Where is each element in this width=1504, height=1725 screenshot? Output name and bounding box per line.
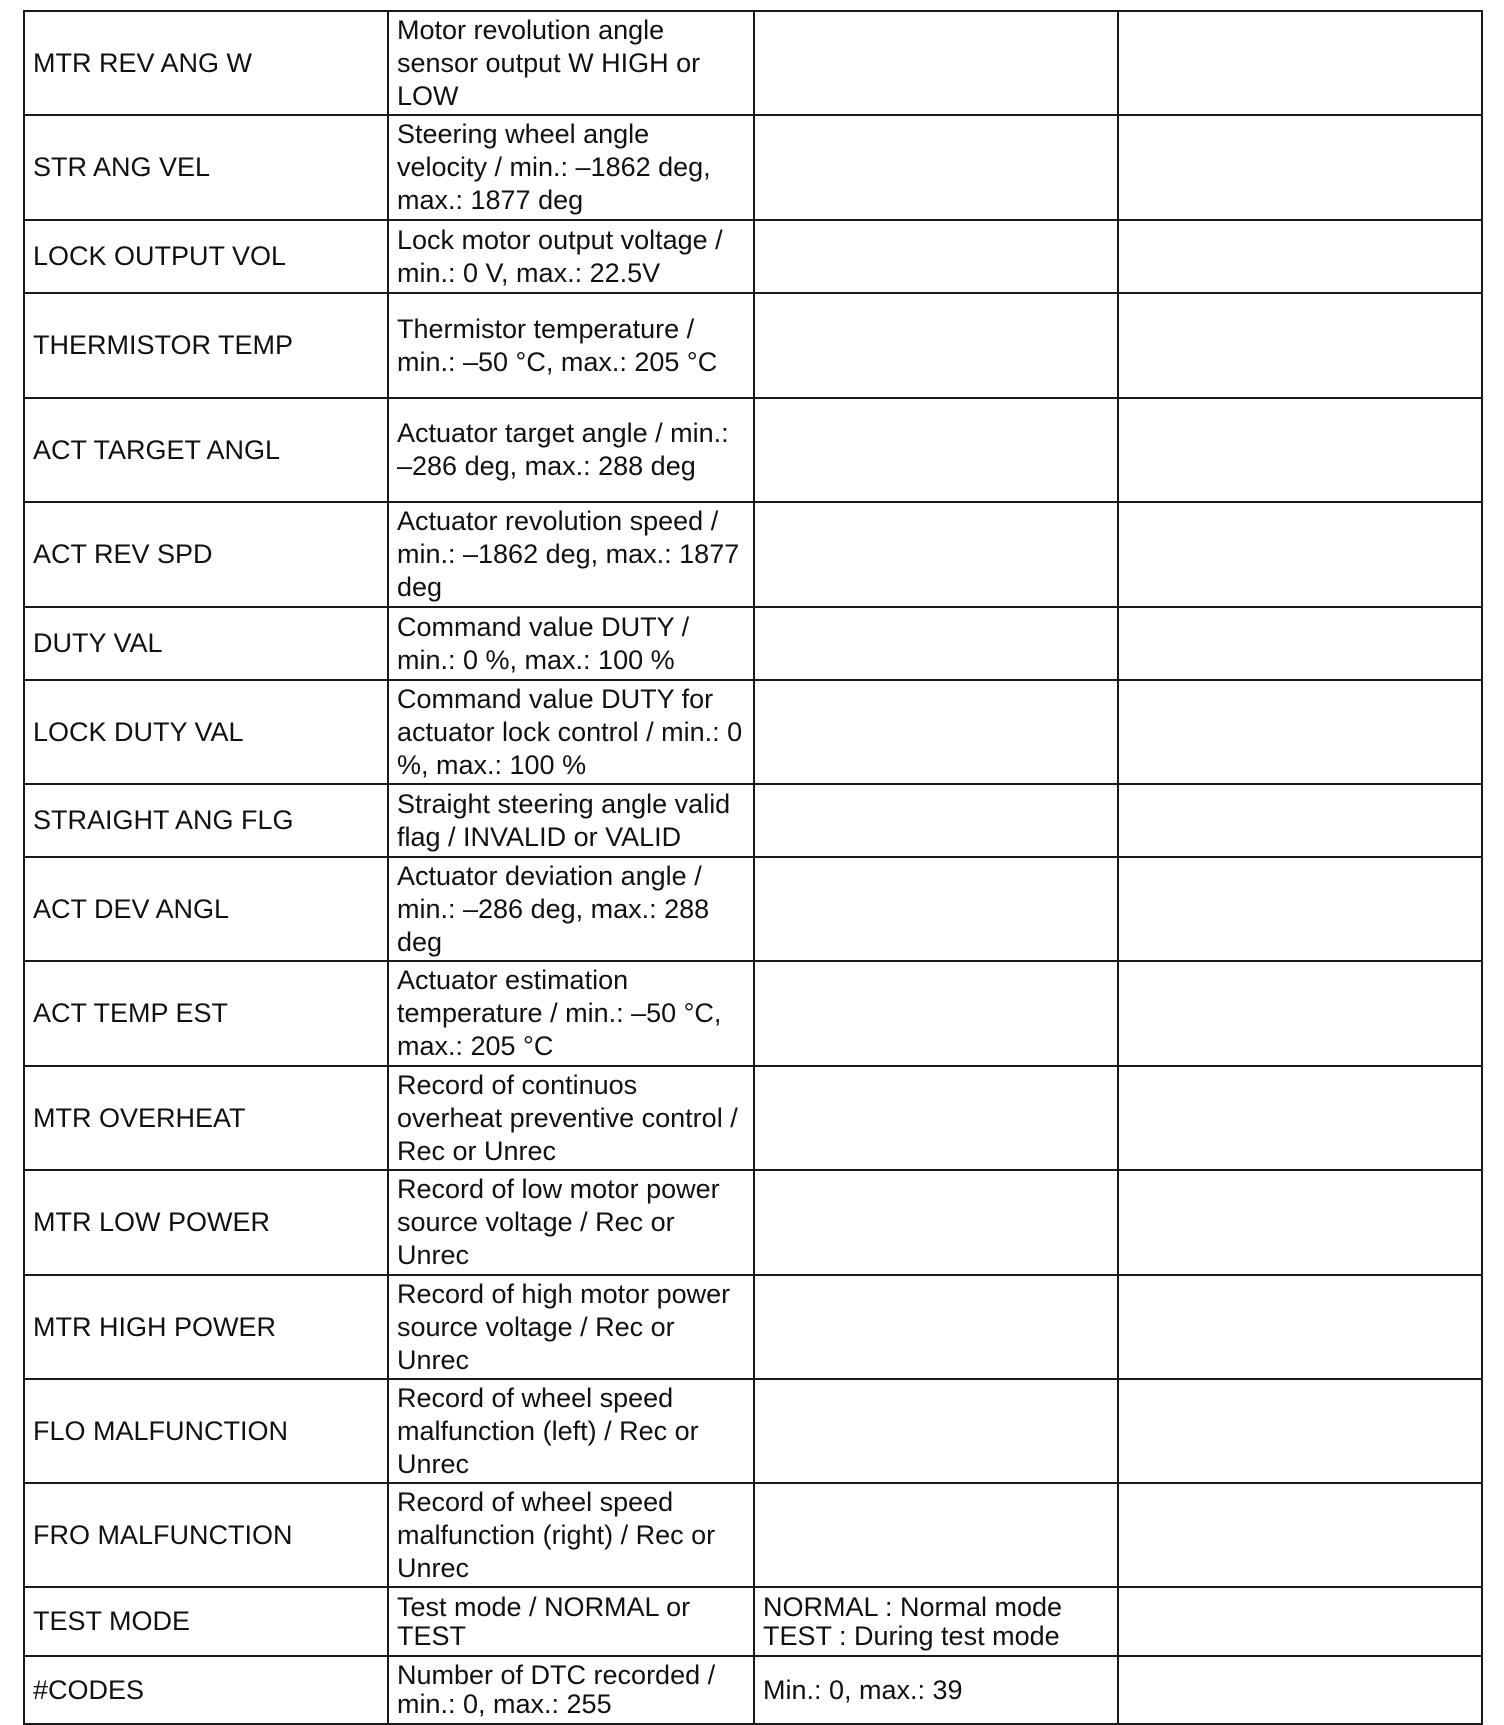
table-row xyxy=(24,857,1482,961)
item-condition xyxy=(754,857,1118,961)
table-row xyxy=(24,398,1482,502)
item-description: Actuator target angle / min.: –286 deg, max.: 288 deg xyxy=(388,398,754,502)
table-row xyxy=(24,1170,1482,1275)
item-condition xyxy=(754,502,1118,607)
data-list-sheet xyxy=(23,10,1481,1725)
item-condition xyxy=(754,293,1118,398)
item-condition xyxy=(754,1483,1118,1587)
item-condition xyxy=(754,784,1118,857)
item-reference xyxy=(1118,11,1482,115)
item-reference xyxy=(1118,398,1482,502)
item-name: TEST MODE xyxy=(24,1587,388,1656)
item-reference xyxy=(1118,1066,1482,1170)
item-condition xyxy=(754,1170,1118,1275)
item-name: ACT REV SPD xyxy=(24,502,388,607)
table-row xyxy=(24,1483,1482,1587)
item-description: Number of DTC recorded / min.: 0, max.: 255 xyxy=(388,1656,754,1724)
item-name: #CODES xyxy=(24,1656,388,1724)
item-condition xyxy=(754,1275,1118,1379)
item-name: STRAIGHT ANG FLG xyxy=(24,784,388,857)
table-row xyxy=(24,607,1482,680)
table-row xyxy=(24,961,1482,1066)
item-reference xyxy=(1118,220,1482,293)
table-row xyxy=(24,11,1482,115)
item-reference xyxy=(1118,115,1482,220)
table-row xyxy=(24,502,1482,607)
item-name: MTR OVERHEAT xyxy=(24,1066,388,1170)
item-reference xyxy=(1118,680,1482,784)
item-reference xyxy=(1118,784,1482,857)
table-row xyxy=(24,1656,1482,1724)
item-name: THERMISTOR TEMP xyxy=(24,293,388,398)
item-description: Record of low motor power source voltage / Rec or Unrec xyxy=(388,1170,754,1275)
item-description: Lock motor output voltage / min.: 0 V, max.: 22.5V xyxy=(388,220,754,293)
table-row xyxy=(24,1066,1482,1170)
data-list-table xyxy=(23,10,1483,1725)
item-description: Steering wheel angle velocity / min.: –1862 deg, max.: 1877 deg xyxy=(388,115,754,220)
item-name: ACT DEV ANGL xyxy=(24,857,388,961)
item-name: MTR LOW POWER xyxy=(24,1170,388,1275)
item-description: Record of wheel speed malfunction (right) / Rec or Unrec xyxy=(388,1483,754,1587)
item-description: Test mode / NORMAL or TEST xyxy=(388,1587,754,1656)
item-name: FLO MALFUNCTION xyxy=(24,1379,388,1483)
item-name: ACT TEMP EST xyxy=(24,961,388,1066)
item-condition xyxy=(754,11,1118,115)
item-condition xyxy=(754,680,1118,784)
item-description: Actuator revolution speed / min.: –1862 deg, max.: 1877 deg xyxy=(388,502,754,607)
item-name: ACT TARGET ANGL xyxy=(24,398,388,502)
item-name: FRO MALFUNCTION xyxy=(24,1483,388,1587)
table-row xyxy=(24,293,1482,398)
item-reference xyxy=(1118,1587,1482,1656)
item-name: LOCK OUTPUT VOL xyxy=(24,220,388,293)
table-row xyxy=(24,115,1482,220)
table-row xyxy=(24,680,1482,784)
table-row xyxy=(24,1587,1482,1656)
item-name: STR ANG VEL xyxy=(24,115,388,220)
item-name: DUTY VAL xyxy=(24,607,388,680)
item-condition xyxy=(754,607,1118,680)
table-body xyxy=(24,11,1482,1724)
item-reference xyxy=(1118,1379,1482,1483)
item-condition xyxy=(754,1379,1118,1483)
condition-line: Min.: 0, max.: 39 xyxy=(763,1674,963,1705)
item-description: Actuator deviation angle / min.: –286 deg, max.: 288 deg xyxy=(388,857,754,961)
item-reference xyxy=(1118,961,1482,1066)
item-condition xyxy=(754,398,1118,502)
item-reference xyxy=(1118,293,1482,398)
item-description: Record of continuos overheat preventive control / Rec or Unrec xyxy=(388,1066,754,1170)
item-reference xyxy=(1118,502,1482,607)
item-reference xyxy=(1118,857,1482,961)
item-condition xyxy=(754,961,1118,1066)
item-condition xyxy=(754,1587,1118,1656)
item-description: Thermistor temperature / min.: –50 °C, max.: 205 °C xyxy=(388,293,754,398)
item-description: Record of high motor power source voltage / Rec or Unrec xyxy=(388,1275,754,1379)
item-description: Motor revolution angle sensor output W HIGH or LOW xyxy=(388,11,754,115)
item-description: Command value DUTY / min.: 0 %, max.: 100 % xyxy=(388,607,754,680)
item-name: MTR REV ANG W xyxy=(24,11,388,115)
condition-line: NORMAL : Normal mode xyxy=(763,1591,1063,1622)
item-description: Straight steering angle valid flag / INVALID or VALID xyxy=(388,784,754,857)
item-name: LOCK DUTY VAL xyxy=(24,680,388,784)
table-row xyxy=(24,220,1482,293)
item-description: Actuator estimation temperature / min.: –50 °C, max.: 205 °C xyxy=(388,961,754,1066)
item-name: MTR HIGH POWER xyxy=(24,1275,388,1379)
table-row xyxy=(24,784,1482,857)
item-reference xyxy=(1118,1656,1482,1724)
table-row xyxy=(24,1275,1482,1379)
item-description: Record of wheel speed malfunction (left) / Rec or Unrec xyxy=(388,1379,754,1483)
item-reference xyxy=(1118,1483,1482,1587)
item-reference xyxy=(1118,1170,1482,1275)
item-description: Command value DUTY for actuator lock control / min.: 0 %, max.: 100 % xyxy=(388,680,754,784)
item-condition xyxy=(754,115,1118,220)
item-condition xyxy=(754,1656,1118,1724)
table-row xyxy=(24,1379,1482,1483)
item-reference xyxy=(1118,607,1482,680)
item-reference xyxy=(1118,1275,1482,1379)
item-condition xyxy=(754,220,1118,293)
item-condition xyxy=(754,1066,1118,1170)
condition-line: TEST : During test mode xyxy=(763,1620,1060,1651)
